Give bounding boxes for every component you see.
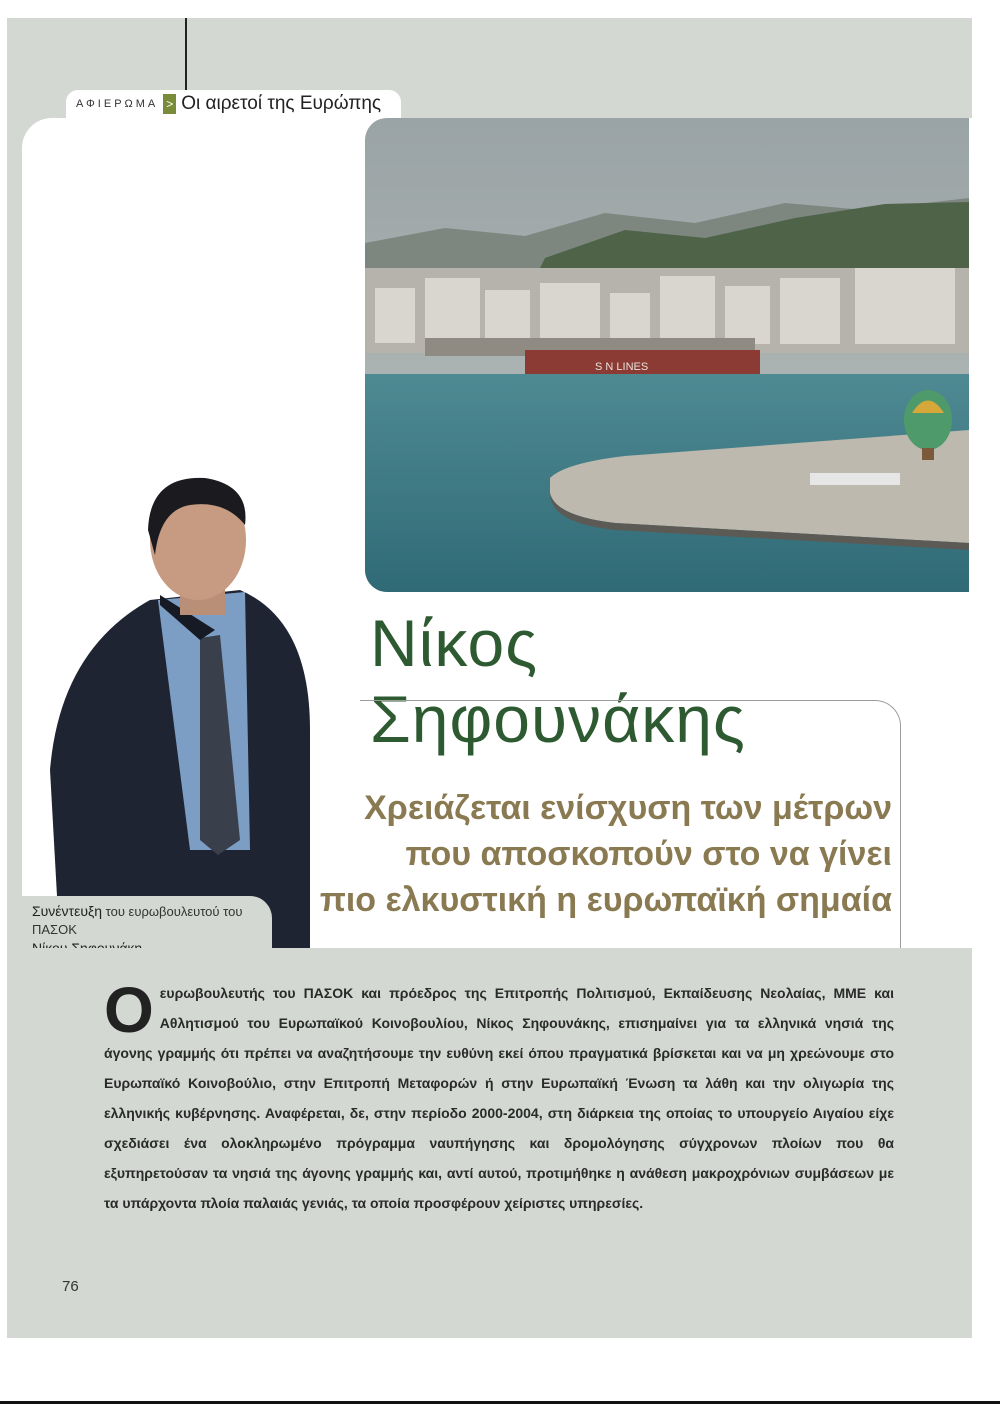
portrait-photo [40,470,340,950]
drop-cap: Ο [104,974,154,1046]
top-divider [185,18,187,100]
subtitle-line: πιο ελκυστική η ευρωπαϊκή σημαία [319,881,892,919]
photo-caption [22,896,272,948]
harbor-illustration [365,118,969,592]
section-title: Οι αιρετοί της Ευρώπης [181,93,382,114]
caption-line-1 [32,902,272,939]
harbor-photo [365,118,969,592]
portrait-illustration [40,470,340,950]
section-label: ΑΦΙΕΡΩΜΑ [76,98,159,110]
article-headline: Νίκος Σηφουνάκης [370,606,746,756]
balloon-basket [922,448,934,460]
hot-air-balloon [904,390,952,450]
chevron-right-icon: > [163,94,176,114]
section-tab [66,90,401,118]
bottom-rule [0,1401,1000,1404]
subtitle-line: Χρειάζεται ενίσχυση των μέτρων [364,789,892,827]
page-number: 76 [62,1278,79,1295]
ship-label: S N LINES [595,361,649,373]
caption-rest: του ευρωβουλευτού του ΠΑΣΟΚ [32,904,243,937]
caption-prefix: Συνέντευξη [32,903,103,919]
article-subtitle [318,785,892,923]
buildings [375,268,955,344]
cafe-awnings [810,473,900,485]
lead-text: ευρωβουλευτής του ΠΑΣΟΚ και πρόεδρος της Επιτροπής Πολιτισμού, Εκπαίδευσης Νεολαίας, ΜΜΕ και Αθλητισμού του Ευρωπαϊκού Κοινοβουλίου, Νίκος Σηφουνάκης, επισημαίνει για τα ελληνικά νησιά της άγονης γραμμής ότι πρέπει να αναζητήσουμε την ευθύνη εκεί όπου πραγματικά βρίσκεται και να μη χρεώνουμε στο Ευρωπαϊκό Κοινοβούλιο, στην Επιτροπή Μεταφορών ή στην Ευρωπαϊκή Ένωση τα λάθη και την ολιγωρία της ελληνικής κυβέρνησης. Αναφέρεται, δε, στην περίοδο 2000-2004, στη διάρκεια της οποίας το υπουργείο Αιγαίου είχε σχεδιάσει ένα ολοκληρωμένο πρόγραμμα ναυπήγησης και δρομολόγησης σύγχρονων πλοίων που θα εξυπηρετούσαν τα νησιά της άγονης γραμμής και, αντί αυτού, προτιμήθηκε η ανάθεση μακροχρόνιων συμβάσεων με τα υπάρχοντα πλοία παλαιάς γενιάς, τα οποία προσφέρουν χείριστες υπηρεσίες. [104,985,894,1211]
subtitle-line: που αποσκοπούν στο να γίνει [405,835,892,873]
lead-paragraph [104,974,894,1218]
